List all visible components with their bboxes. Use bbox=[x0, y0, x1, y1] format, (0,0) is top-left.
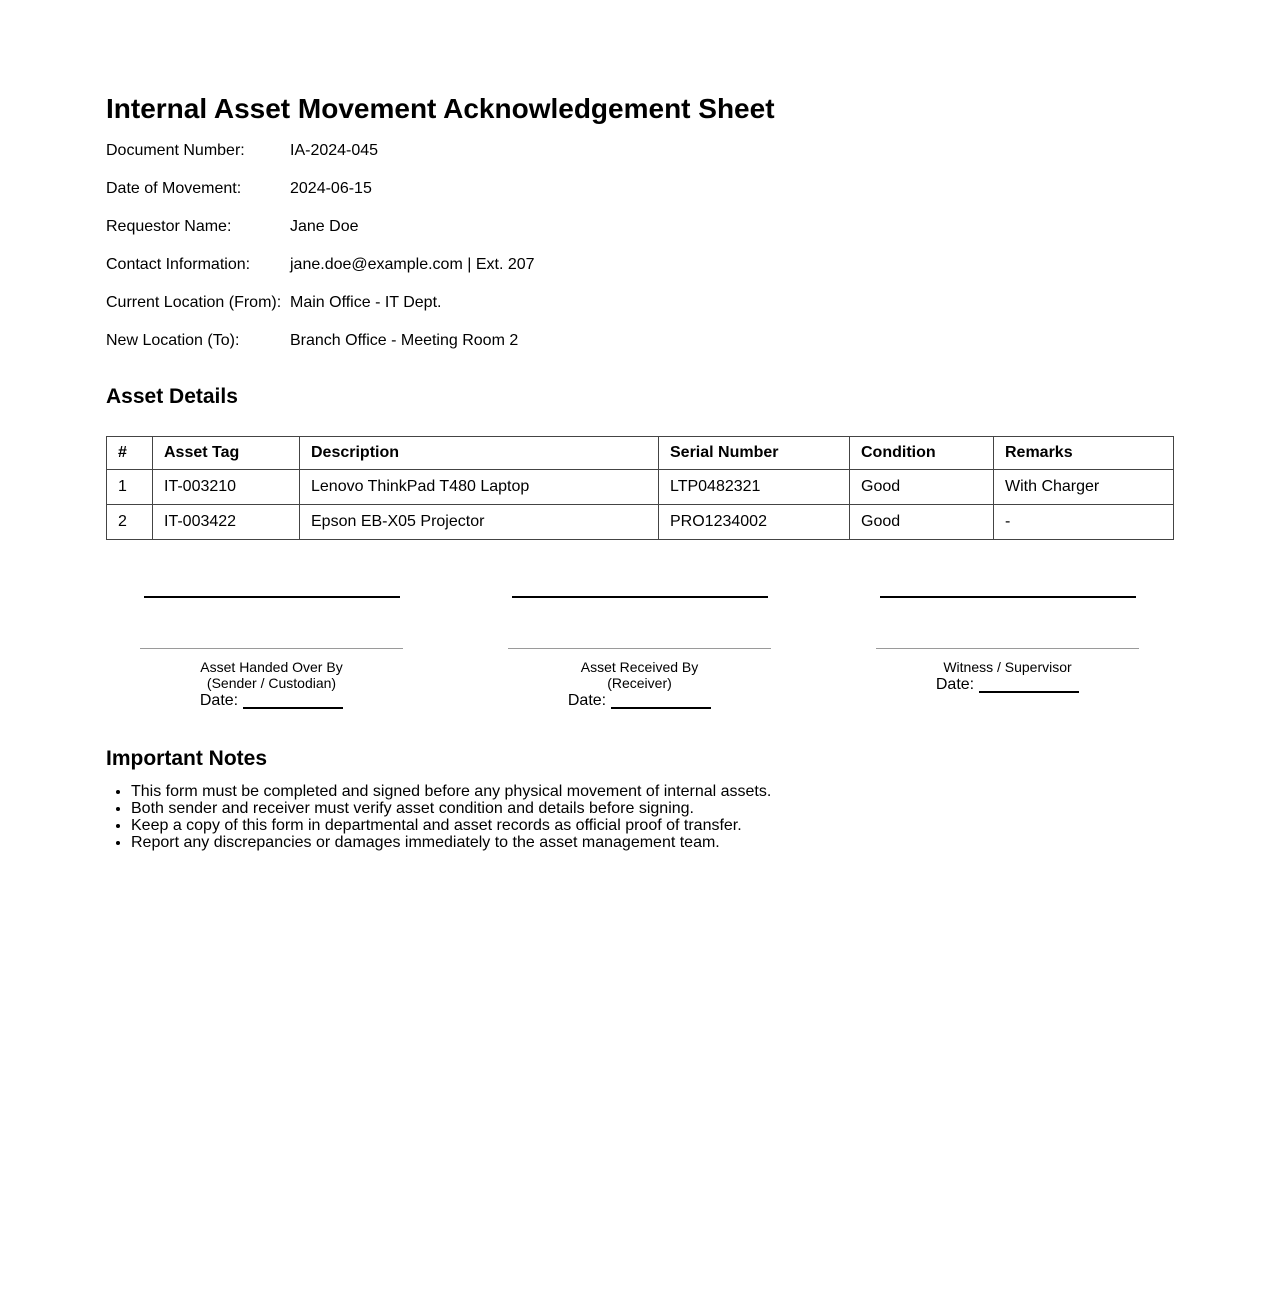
table-row bbox=[107, 470, 1174, 505]
field-label: Contact Information: bbox=[106, 256, 251, 273]
signature-role-label: Asset Handed Over By bbox=[200, 659, 343, 675]
meta-row-document-number bbox=[106, 142, 1173, 160]
signature-block-sender bbox=[140, 596, 403, 709]
field-value: jane.doe@example.com | Ext. 207 bbox=[290, 256, 535, 273]
date-label: Date: bbox=[567, 692, 607, 709]
signature-line bbox=[880, 596, 1136, 598]
signature-divider bbox=[140, 648, 403, 649]
cell-condition: Good bbox=[850, 470, 994, 505]
field-value: Jane Doe bbox=[290, 218, 359, 235]
column-header-description: Description bbox=[300, 437, 659, 470]
meta-row-contact-information bbox=[106, 256, 1173, 274]
notes-heading: Important Notes bbox=[106, 747, 268, 770]
field-label: Date of Movement: bbox=[106, 180, 242, 197]
cell-index: 1 bbox=[107, 470, 153, 505]
field-label: Current Location (From): bbox=[106, 294, 282, 311]
cell-remarks: With Charger bbox=[994, 470, 1174, 505]
signature-divider bbox=[508, 648, 771, 649]
column-header-serial-number: Serial Number bbox=[659, 437, 850, 470]
asset-details-heading: Asset Details bbox=[106, 385, 238, 408]
column-header-index: # bbox=[107, 437, 153, 470]
cell-condition: Good bbox=[850, 505, 994, 540]
field-value: Branch Office - Meeting Room 2 bbox=[290, 332, 519, 349]
note-item: • Both sender and receiver must verify asset condition and details before signing. bbox=[131, 800, 1173, 817]
meta-row-current-location bbox=[106, 294, 1173, 312]
cell-serial-number: PRO1234002 bbox=[659, 505, 850, 540]
note-item: • This form must be completed and signed before any physical movement of internal assets. bbox=[131, 783, 1173, 800]
note-item: • Report any discrepancies or damages immediately to the asset management team. bbox=[131, 834, 1173, 851]
signature-role-sublabel: (Receiver) bbox=[607, 675, 672, 691]
date-blank-line bbox=[611, 707, 711, 709]
signature-date-row bbox=[508, 692, 771, 709]
cell-asset-tag: IT-003210 bbox=[153, 470, 300, 505]
cell-serial-number: LTP0482321 bbox=[659, 470, 850, 505]
field-value: Main Office - IT Dept. bbox=[290, 294, 442, 311]
cell-description: Lenovo ThinkPad T480 Laptop bbox=[300, 470, 659, 505]
asset-details-table bbox=[106, 436, 1174, 540]
signature-block-witness bbox=[876, 596, 1139, 709]
meta-row-requestor-name bbox=[106, 218, 1173, 236]
date-blank-line bbox=[979, 691, 1079, 693]
signature-date-row bbox=[876, 676, 1139, 693]
signature-line bbox=[144, 596, 400, 598]
signature-role-label: Witness / Supervisor bbox=[943, 659, 1072, 675]
meta-row-date-of-movement bbox=[106, 180, 1173, 198]
field-label: New Location (To): bbox=[106, 332, 240, 349]
column-header-asset-tag: Asset Tag bbox=[153, 437, 300, 470]
cell-asset-tag: IT-003422 bbox=[153, 505, 300, 540]
table-row bbox=[107, 505, 1174, 540]
signature-divider bbox=[876, 648, 1139, 649]
cell-index: 2 bbox=[107, 505, 153, 540]
cell-remarks: - bbox=[994, 505, 1174, 540]
column-header-condition: Condition bbox=[850, 437, 994, 470]
note-item: • Keep a copy of this form in departmental and asset records as official proof of transfer. bbox=[131, 817, 1173, 834]
field-value: 2024-06-15 bbox=[290, 180, 372, 197]
signature-date-row bbox=[140, 692, 403, 709]
signature-role-sublabel: (Sender / Custodian) bbox=[206, 675, 337, 691]
cell-description: Epson EB-X05 Projector bbox=[300, 505, 659, 540]
signature-role-label: Asset Received By bbox=[580, 659, 699, 675]
field-label: Document Number: bbox=[106, 142, 245, 159]
location-fields bbox=[106, 294, 1173, 350]
signature-block-receiver bbox=[508, 596, 771, 709]
table-header-row bbox=[107, 437, 1174, 470]
signature-line bbox=[512, 596, 768, 598]
meta-row-new-location bbox=[106, 332, 1173, 350]
page-title: Internal Asset Movement Acknowledgement Sheet bbox=[106, 93, 775, 124]
date-label: Date: bbox=[199, 692, 239, 709]
date-label: Date: bbox=[935, 676, 975, 693]
notes-list bbox=[106, 783, 1173, 851]
signature-section bbox=[106, 596, 1173, 709]
field-value: IA-2024-045 bbox=[290, 142, 379, 159]
field-label: Requestor Name: bbox=[106, 218, 232, 235]
meta-fields bbox=[106, 142, 1173, 274]
column-header-remarks: Remarks bbox=[994, 437, 1174, 470]
date-blank-line bbox=[243, 707, 343, 709]
